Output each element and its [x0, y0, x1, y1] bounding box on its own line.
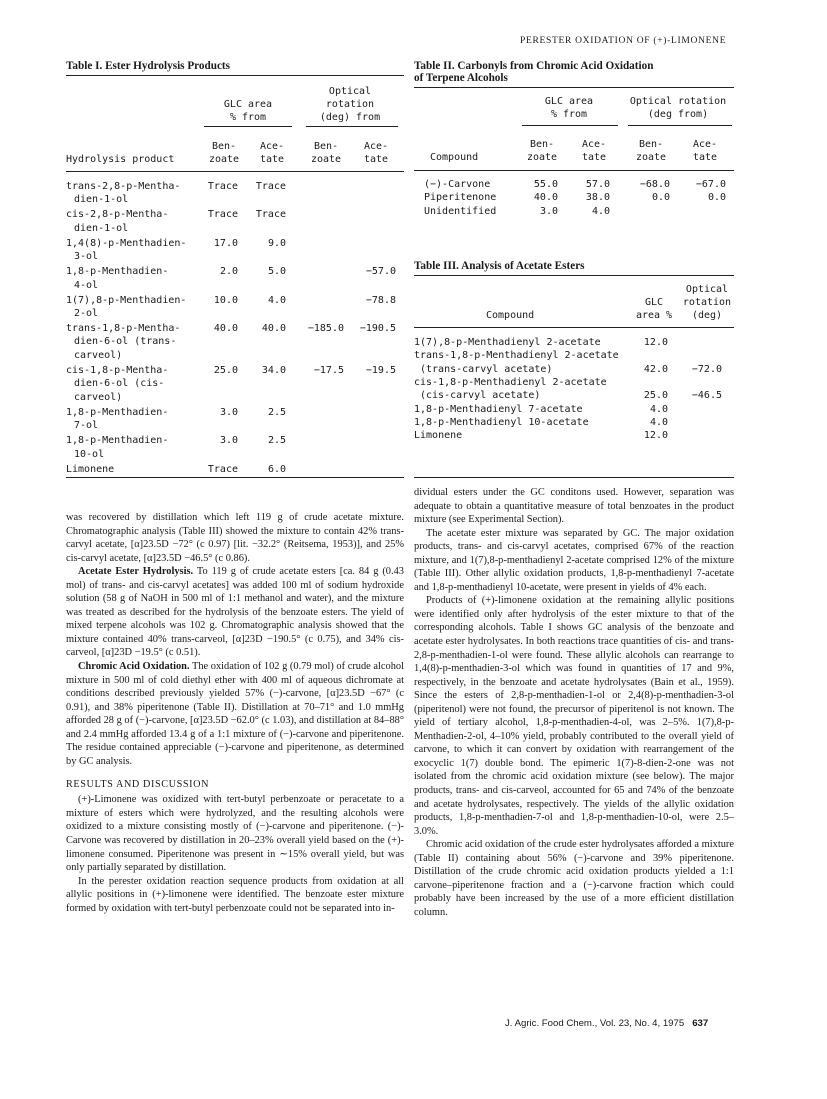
- t2-header-rule: [414, 170, 734, 171]
- t3-bottom-rule: [414, 477, 734, 478]
- t1-h-ace1: Ace-: [259, 141, 285, 152]
- table-2-title-line1: Table II. Carbonyls from Chromic Acid Oxidation: [414, 60, 654, 72]
- cell-glc-benzoate: 10.0: [213, 294, 238, 306]
- cell-glc-benzoate: 2.0: [219, 266, 238, 278]
- cell-glc-benzoate: Trace: [207, 463, 238, 475]
- table-1: [66, 60, 404, 480]
- t2-h-zoate2: zoate: [635, 152, 667, 163]
- left-column-text: [66, 511, 404, 915]
- left-paragraph-5: In the perester oxidation reaction sequence products from oxidation at all allylic positions in (+)-limonene were identified. The benzoate ester mixture formed by oxidation with tert-butyl perbenzoate could not be separated into in-: [66, 875, 404, 914]
- t1-h-zoate1: zoate: [208, 154, 240, 165]
- cell-glc-area: 4.0: [649, 416, 668, 428]
- table-row-label: 1,4(8)-p-Menthadien-: [66, 237, 187, 249]
- table-row-label: cis-1,8-p-Menthadienyl 2-acetate: [414, 376, 607, 388]
- cell-glc-benzoate: Trace: [207, 209, 238, 221]
- cell-rot-acetate: −57.0: [365, 266, 396, 278]
- left-paragraph-4: (+)-Limonene was oxidized with tert-butyl perbenzoate or peracetate to a mixture of esters which were hydrolyzed, and the resulting alcohols were oxidized to a mixture consisting mostly of (−)-carvone and piperitenone. (−)-Carvone was recovered by distillation in 20–23% overall yield based on the (+)-limonene consumed. Piperitenone was present in ∼15% overall yield, but was only partially separated by distillation.: [66, 794, 404, 874]
- cell-glc-benzoate: Trace: [207, 181, 238, 192]
- table-row-label: (trans-carvyl acetate): [420, 363, 553, 375]
- table-row-label: 3-ol: [74, 251, 99, 263]
- cell-glc-area: 25.0: [643, 390, 668, 402]
- table-row-label: 7-ol: [74, 420, 99, 432]
- table-2-title-line2: of Terpene Alcohols: [414, 72, 508, 84]
- t1-glc-span-rule: [204, 126, 292, 127]
- running-head: PERESTER OXIDATION OF (+)-LIMONENE: [520, 36, 727, 46]
- table-row-label: dien-1-ol: [74, 222, 129, 234]
- t3-optical: Optical: [685, 284, 729, 295]
- table-row-label: (−)-Carvone: [424, 179, 491, 190]
- cell-rotation: −46.5: [691, 390, 722, 402]
- cell-glc-acetate: Trace: [255, 181, 286, 192]
- t1-h-zoate2: zoate: [310, 154, 342, 165]
- table-1-top-rule: [66, 75, 404, 76]
- table-row-label: cis-1,8-p-Mentha-: [66, 364, 169, 376]
- t2-h-ben1: Ben-: [529, 139, 555, 150]
- cell-glc-area: 4.0: [649, 403, 668, 415]
- table-row-label: trans-1,8-p-Mentha-: [66, 323, 181, 334]
- journal-citation: J. Agric. Food Chem., Vol. 23, No. 4, 1975: [505, 1018, 685, 1029]
- cell-glc-acetate: 4.0: [267, 294, 286, 306]
- cell-rot-acetate: −19.5: [365, 364, 396, 376]
- left-paragraph-2: [66, 565, 404, 660]
- t2-h-compound: Compound: [430, 152, 479, 163]
- table-row-label: 1,8-p-Menthadien-: [66, 266, 169, 278]
- cell-glc-benzoate: 3.0: [539, 205, 558, 217]
- table-row-label: 4-ol: [74, 279, 99, 291]
- cell-rot-acetate: −78.8: [365, 294, 396, 306]
- cell-glc-area: 42.0: [643, 363, 668, 375]
- table-row-label: Limonene: [66, 463, 115, 475]
- t1-h-tate2: tate: [363, 154, 389, 165]
- table-row-label: cis-2,8-p-Mentha-: [66, 209, 169, 221]
- left-paragraph-1: was recovered by distillation which left 119 g of crude acetate mixture. Chromatographic analysis (Table III) showed the mixture to contain 42% trans-carvyl acetate, [α]23.5D −72° (c 0.97) [lit. −32.2° (Reitsema, 1953)], and 25% cis-carvyl acetate, [α]23.5D −46.5° (c 0.86).: [66, 512, 404, 564]
- cell-glc-benzoate: 3.0: [219, 406, 238, 418]
- t3-area-pct: area %: [635, 310, 673, 321]
- cell-glc-acetate: 2.5: [267, 406, 286, 418]
- table-1-title: Table I. Ester Hydrolysis Products: [66, 60, 231, 72]
- table-row-label: dien-6-ol (cis-: [74, 378, 165, 390]
- cell-glc-benzoate: 55.0: [533, 179, 558, 190]
- table-row-label: trans-2,8-p-Mentha-: [66, 181, 181, 192]
- cell-glc-benzoate: 40.0: [533, 192, 558, 204]
- t2-h-zoate1: zoate: [526, 152, 558, 163]
- section-heading-results: RESULTS AND DISCUSSION: [66, 779, 210, 791]
- table-row-label: Piperitenone: [424, 192, 497, 204]
- table-3: [414, 260, 734, 480]
- t2-h-ace1: Ace-: [581, 139, 607, 150]
- t1-rot-span-rule: [306, 126, 398, 127]
- left-paragraph-3: [66, 660, 404, 768]
- cell-glc-benzoate: 3.0: [219, 435, 238, 447]
- table-3-title: Table III. Analysis of Acetate Esters: [414, 260, 585, 272]
- t1-rotation: rotation: [325, 99, 375, 110]
- table-row-label: carveol): [74, 391, 123, 403]
- t1-h-ben1: Ben-: [211, 141, 237, 152]
- t1-header-rule: [66, 171, 404, 172]
- table-row-label: 10-ol: [74, 448, 105, 460]
- right-paragraph-4: Chromic acid oxidation of the crude ester hydrolysates afforded a mixture (Table II) containing about 56% (−)-carvone and 39% piperitenone. Distillation of the crude chromic acid oxidation products yielded a 1:1 carvone–piperitenone fraction and a (−)-carvone fraction which could probably have been increased by the use of a more efficient distillation column.: [414, 839, 734, 918]
- t2-deg-from: (deg from): [647, 109, 709, 120]
- right-column-text: [414, 486, 734, 920]
- cell-glc-acetate: 4.0: [591, 205, 610, 217]
- cell-rot-acetate: −67.0: [695, 179, 726, 190]
- table-2: [414, 60, 734, 220]
- t1-h-ben2: Ben-: [313, 141, 339, 152]
- t1-h-product: Hydrolysis product: [66, 154, 175, 165]
- t3-header-rule: [414, 327, 734, 328]
- acetate-hydrolysis-text: To 119 g of crude acetate esters [ca. 84 g (0.43 mol) of trans- and cis-carvyl acetates] was added 100 ml of sodium hydroxide solution (58 g of NaOH in 500 ml of 1:1 methanol and water), and the mixture was treated as described for the hydrolysis of the benzoate esters. The yield of mixed terpene alcohols was 102 g. Chromatographic analysis showed that the mixture contained 40% trans-carveol, [α]23D −190.5° (c 0.75), and 34% cis-carveol, [α]23D −19.5° (c 0.51).: [66, 566, 404, 659]
- cell-glc-acetate: 2.5: [267, 435, 286, 447]
- cell-glc-acetate: 6.0: [267, 463, 286, 475]
- table-row-label: 1(7),8-p-Menthadienyl 2-acetate: [414, 337, 601, 348]
- t2-rot-span-rule: [628, 125, 732, 126]
- page-number: 637: [692, 1018, 709, 1029]
- table-row-label: 1,8-p-Menthadienyl 7-acetate: [414, 403, 583, 415]
- cell-glc-benzoate: 40.0: [213, 323, 238, 334]
- t2-glc-area: GLC area: [544, 96, 594, 107]
- cell-rotation: −72.0: [691, 363, 722, 375]
- cell-rot-acetate: 0.0: [707, 192, 726, 204]
- cell-rot-benzoate: −185.0: [307, 323, 344, 334]
- t1-h-ace2: Ace-: [363, 141, 389, 152]
- table-row-label: 1,8-p-Menthadienyl 10-acetate: [414, 416, 589, 428]
- table-2-top-rule: [414, 87, 734, 88]
- t3-deg: (deg): [691, 310, 723, 321]
- table-row-label: carveol): [74, 349, 123, 361]
- t1-pct-from: % from: [229, 112, 267, 123]
- chromic-oxidation-text: The oxidation of 102 g (0.79 mol) of crude alcohol mixture in 500 ml of cold diethyl ether with 400 ml of aqueous dichromate at conditions described previously yielded 57% (−)-carvone, [α]23.5D −67° (c 0.91), and 38% piperitenone (Table II). Distillation at 70–71° and 1.0 mmHg afforded 28 g of (−)-carvone, [α]23.5D −62.0° (c 1.03), and distillation at 84–88° and 2.4 mmHg afforded 13.4 g of a 1:1 mixture of (−)-carvone and piperitenone. The residue contained appreciable (−)-carvone and piperitenone, as determined by GC analysis.: [66, 661, 404, 767]
- t2-h-tate1: tate: [581, 152, 607, 163]
- t1-bottom-rule: [66, 477, 404, 478]
- page-footer: [505, 1018, 708, 1029]
- cell-glc-area: 12.0: [643, 430, 668, 442]
- cell-glc-acetate: Trace: [255, 209, 286, 221]
- t1-optical: Optical: [328, 86, 372, 97]
- t2-h-ace2: Ace-: [692, 139, 718, 150]
- cell-glc-area: 12.0: [643, 337, 668, 348]
- cell-glc-acetate: 57.0: [585, 179, 610, 190]
- cell-glc-acetate: 34.0: [261, 364, 286, 376]
- t3-rotation: rotation: [682, 297, 732, 308]
- table-row-label: 2-ol: [74, 308, 99, 320]
- table-row-label: 1,8-p-Menthadien-: [66, 406, 169, 418]
- t2-pct-from: % from: [550, 109, 588, 120]
- t1-h-tate1: tate: [259, 154, 285, 165]
- table-row-label: dien-1-ol: [74, 194, 129, 206]
- right-paragraph-3: Products of (+)-limonene oxidation at the remaining allylic positions were identified only after hydrolysis of the ester mixture to that of the corresponding alcohols. Table I shows GC analysis of the benzoate and acetate ester hydrolysates. In both reactions trace quantities of cis- and trans-2,8-p-menthadien-1-ol were found. These allylic alcohols can rearrange to 1,4(8)-p-menthadien-3-ol which was found in quantities of 17 and 9%, respectively, in the benzoate and acetate hydrolysates (Bain et al., 1959). Since the esters of 2,8-p-menthadien-1-ol or 2,4(8)-p-menthadien-3-ol (piperitenol) were not found, the precursor of piperitenol is not known. The yield of tertiary alcohol, 1,8-p-menthadien-4-ol, was 2–5%. 1(7),8-p-Menthadien-2-ol, 4–10% yield, probably contributed to the overall yield of carvone, to which it can convert by oxidation with rearrangement of the exocyclic 1(7) double bond. The epimeric 1(7)-8-dien-2-one was not isolated from the chromic acid oxidation mixture (see below). The major products, trans- and cis-carveol, accounted for 65 and 74% of the benzoate and acetate hydrolysates, respectively. The yields of the allylic oxidation products, 1,8-p-menthadien-7-ol and 1,8-p-menthadien-10-ol, were 2.5–3.0%.: [414, 595, 734, 837]
- t3-h-compound: Compound: [486, 310, 535, 321]
- t2-optical-rotation: Optical rotation: [629, 96, 727, 107]
- table-row-label: (cis-carvyl acetate): [420, 390, 541, 402]
- table-row-label: dien-6-ol (trans-: [74, 336, 177, 348]
- cell-glc-acetate: 5.0: [267, 266, 286, 278]
- heading-chromic-acid-oxidation: Chromic Acid Oxidation.: [78, 661, 190, 673]
- t2-glc-span-rule: [522, 125, 618, 126]
- cell-rot-benzoate: 0.0: [651, 192, 670, 204]
- table-3-top-rule: [414, 275, 734, 276]
- heading-acetate-ester-hydrolysis: Acetate Ester Hydrolysis.: [78, 566, 194, 578]
- cell-rot-acetate: −190.5: [359, 323, 396, 334]
- right-paragraph-2: The acetate ester mixture was separated by GC. The major oxidation products, trans- and cis-carvyl acetates, comprised 67% of the reaction mixture, and 1(7),8-p-menthadienyl 2-acetate comprised 12% of the mixture (Table III). Other allylic oxidation products, 1,8-p-menthadienyl 7-acetate and 1,8-p-menthadienyl 10-acetate, were present in yields of 4% each.: [414, 527, 734, 593]
- table-row-label: Limonene: [414, 430, 463, 442]
- cell-glc-acetate: 40.0: [261, 323, 286, 334]
- cell-glc-benzoate: 17.0: [213, 237, 238, 249]
- table-row-label: 1,8-p-Menthadien-: [66, 435, 169, 447]
- t1-deg-from: (deg) from: [319, 112, 381, 123]
- t3-glc: GLC: [644, 297, 664, 308]
- cell-glc-acetate: 38.0: [585, 192, 610, 204]
- cell-rot-benzoate: −68.0: [639, 179, 670, 190]
- table-row-label: trans-1,8-p-Menthadienyl 2-acetate: [414, 350, 619, 362]
- t2-h-tate2: tate: [692, 152, 718, 163]
- cell-rot-benzoate: −17.5: [313, 364, 344, 376]
- t2-h-ben2: Ben-: [638, 139, 664, 150]
- t1-glc-area: GLC area: [223, 99, 273, 110]
- cell-glc-acetate: 9.0: [267, 237, 286, 249]
- table-row-label: 1(7),8-p-Menthadien-: [66, 294, 187, 306]
- right-paragraph-1: dividual esters under the GC conditons used. However, separation was adequate to obtain a quantitative measure of total benzoates in the product mixture (see Experimental Section).: [414, 487, 734, 526]
- cell-glc-benzoate: 25.0: [213, 364, 238, 376]
- table-row-label: Unidentified: [424, 205, 497, 217]
